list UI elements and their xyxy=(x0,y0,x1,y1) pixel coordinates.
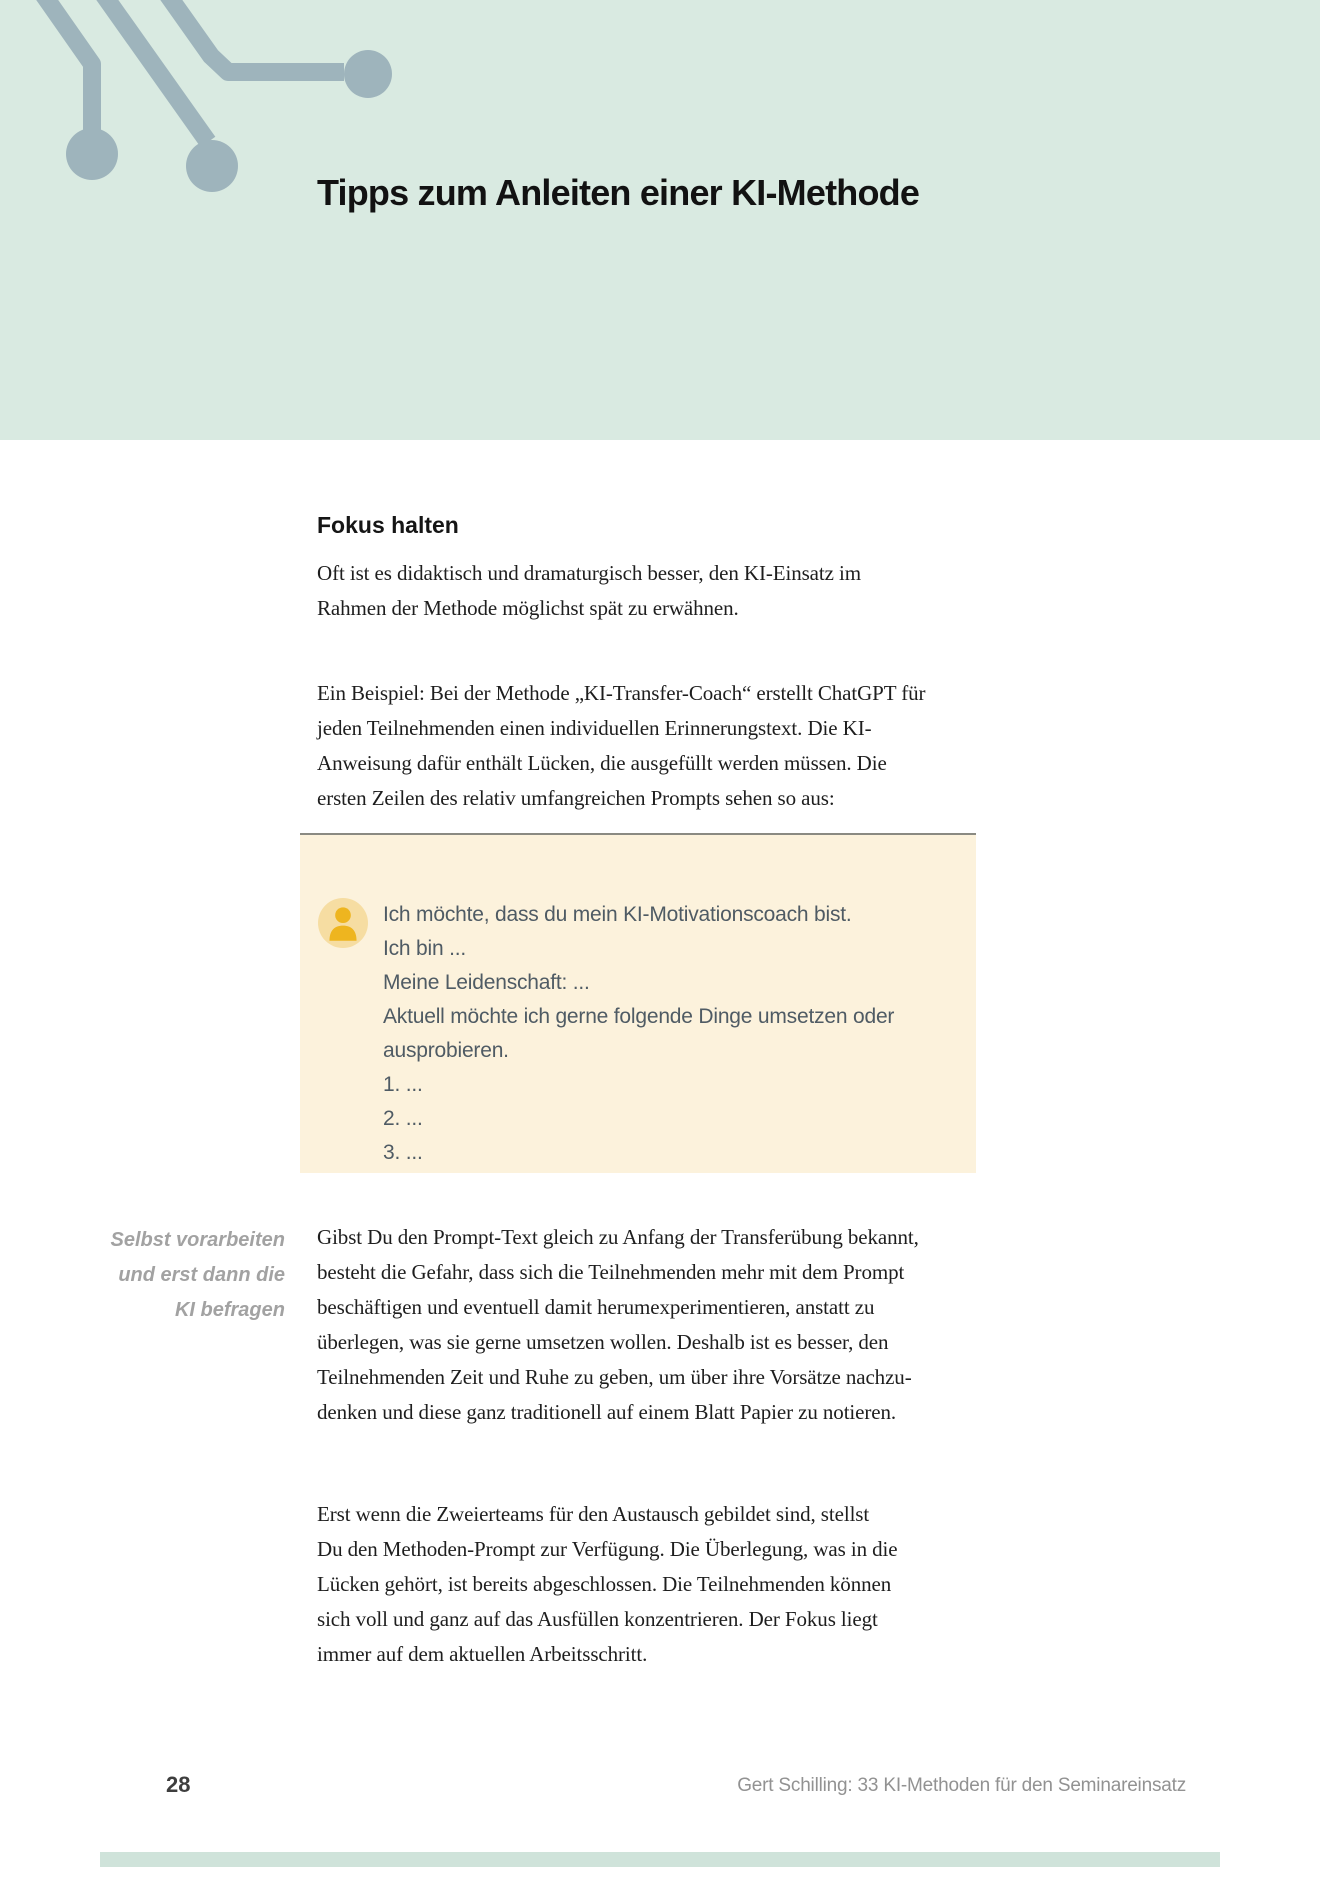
prompt-example-box xyxy=(300,833,976,1173)
footer-bar xyxy=(100,1852,1220,1867)
page-number: 28 xyxy=(166,1772,191,1797)
paragraph-example: Ein Beispiel: Bei der Methode „KI-Transfer-Coach“ erstellt ChatGPT für jeden Teilnehmenden einen individuellen Erinnerungstext. Die KI- Anweisung dafür enthält Lücken, die ausgefüllt werden müssen. Die ersten Zeilen des relativ umfangreichen Prompts sehen so aus: xyxy=(317,681,926,810)
paragraph-intro: Oft ist es didaktisch und dramaturgisch besser, den KI-Einsatz im Rahmen der Methode möglichst spät zu erwähnen. xyxy=(317,561,861,620)
running-title: Gert Schilling: 33 KI-Methoden für den Seminareinsatz xyxy=(737,1775,1186,1796)
header-band xyxy=(0,0,1320,440)
paragraph-conclusion: Erst wenn die Zweierteams für den Austausch gebildet sind, stellst Du den Methoden-Prompt zur Verfügung. Die Überlegung, was in die Lücken gehört, ist bereits abgeschlossen. Die Teilnehmenden können sich voll und ganz auf das Ausfüllen konzentrieren. Der Fokus liegt immer auf dem aktuellen Arbeitsschritt. xyxy=(317,1502,898,1666)
section-heading: Fokus halten xyxy=(317,512,459,538)
paragraph-advice: Gibst Du den Prompt-Text gleich zu Anfang der Transferübung bekannt, besteht die Gefahr, dass sich die Teilnehmenden mehr mit dem Prompt beschäftigen und eventuell damit herumexperimentieren, anstatt zu überlegen, was sie gerne umsetzen wollen. Deshalb ist es besser, den Teilnehmenden Zeit und Ruhe zu geben, um über ihre Vorsätze nachzu- denken und diese ganz traditionell auf einem Blatt Papier zu notieren. xyxy=(317,1225,919,1424)
margin-note: Selbst vorarbeiten und erst dann die KI befragen xyxy=(110,1229,285,1321)
prompt-text: Ich möchte, dass du mein KI-Motivationscoach bist. Ich bin ... Meine Leidenschaft: ... Aktuell möchte ich gerne folgende Dinge umsetzen oder ausprobieren. 1. ... 2. ... 3. ... xyxy=(383,903,895,1164)
page-title: Tipps zum Anleiten einer KI-Methode xyxy=(317,172,920,213)
user-icon xyxy=(318,898,368,948)
